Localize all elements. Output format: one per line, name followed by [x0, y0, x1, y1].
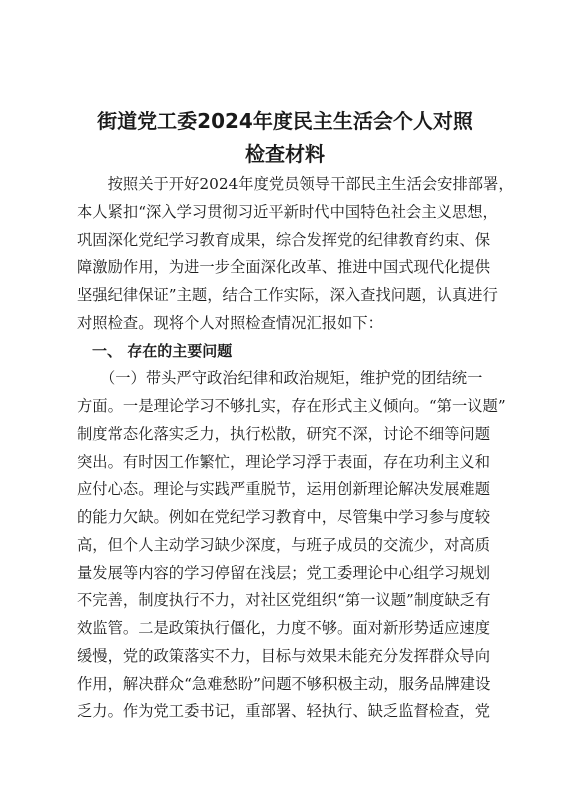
paragraph-line: 方面。一是理论学习不够扎实，存在形式主义倾向。“第一议题” — [77, 397, 506, 415]
paragraph-line: 高，但个人主动学习缺少深度，与班子成员的交流少，对高质 — [77, 536, 491, 554]
paragraph-line: 按照关于开好2024年度党员领导干部民主生活会安排部署， — [77, 175, 514, 193]
paragraph-line: 应付心态。理论与实践严重脱节，运用创新理论解决发展难题 — [77, 480, 491, 498]
paragraph-line: 缓慢，党的政策落实不力，目标与效果未能充分发挥群众导向 — [77, 647, 491, 665]
paragraph-line: 对照检查。现将个人对照检查情况汇报如下： — [77, 314, 383, 332]
paragraph-line: 突出。有时因工作繁忙，理论学习浮于表面，存在功利主义和 — [77, 453, 491, 471]
section-heading: 一、 存在的主要问题 — [77, 342, 233, 360]
paragraph-line: 不完善，制度执行不力，对社区党组织“第一议题”制度缺乏有 — [77, 591, 491, 609]
paragraph-line: 巩固深化党纪学习教育成果，综合发挥党的纪律教育约束、保 — [77, 231, 491, 249]
paragraph-line: 的能力欠缺。例如在党纪学习教育中，尽管集中学习参与度较 — [77, 508, 491, 526]
paragraph-line: 障激励作用，为进一步全面深化改革、推进中国式现代化提供 — [77, 258, 491, 276]
paragraph-line: （一）带头严守政治纪律和政治规矩，维护党的团结统一 — [77, 369, 483, 387]
paragraph-line: 量发展等内容的学习停留在浅层；党工委理论中心组学习规划 — [77, 564, 491, 582]
document-title-line-1: 街道党工委2024年度民主生活会个人对照 — [97, 109, 473, 133]
paragraph-line: 效监管。二是政策执行僵化，力度不够。面对新形势适应速度 — [77, 619, 491, 637]
paragraph-line: 作用，解决群众“急难愁盼”问题不够积极主动，服务品牌建设 — [77, 675, 491, 693]
paragraph-line: 乏力。作为党工委书记，重部署、轻执行、缺乏监督检查，党 — [77, 702, 491, 720]
document-title-line-2: 检查材料 — [245, 142, 325, 166]
paragraph-line: 坚强纪律保证”主题，结合工作实际，深入查找问题，认真进行 — [77, 286, 498, 304]
paragraph-line: 制度常态化落实乏力，执行松散，研究不深，讨论不细等问题 — [77, 425, 491, 443]
paragraph-line: 本人紧扣“深入学习贯彻习近平新时代中国特色社会主义思想， — [77, 203, 498, 221]
